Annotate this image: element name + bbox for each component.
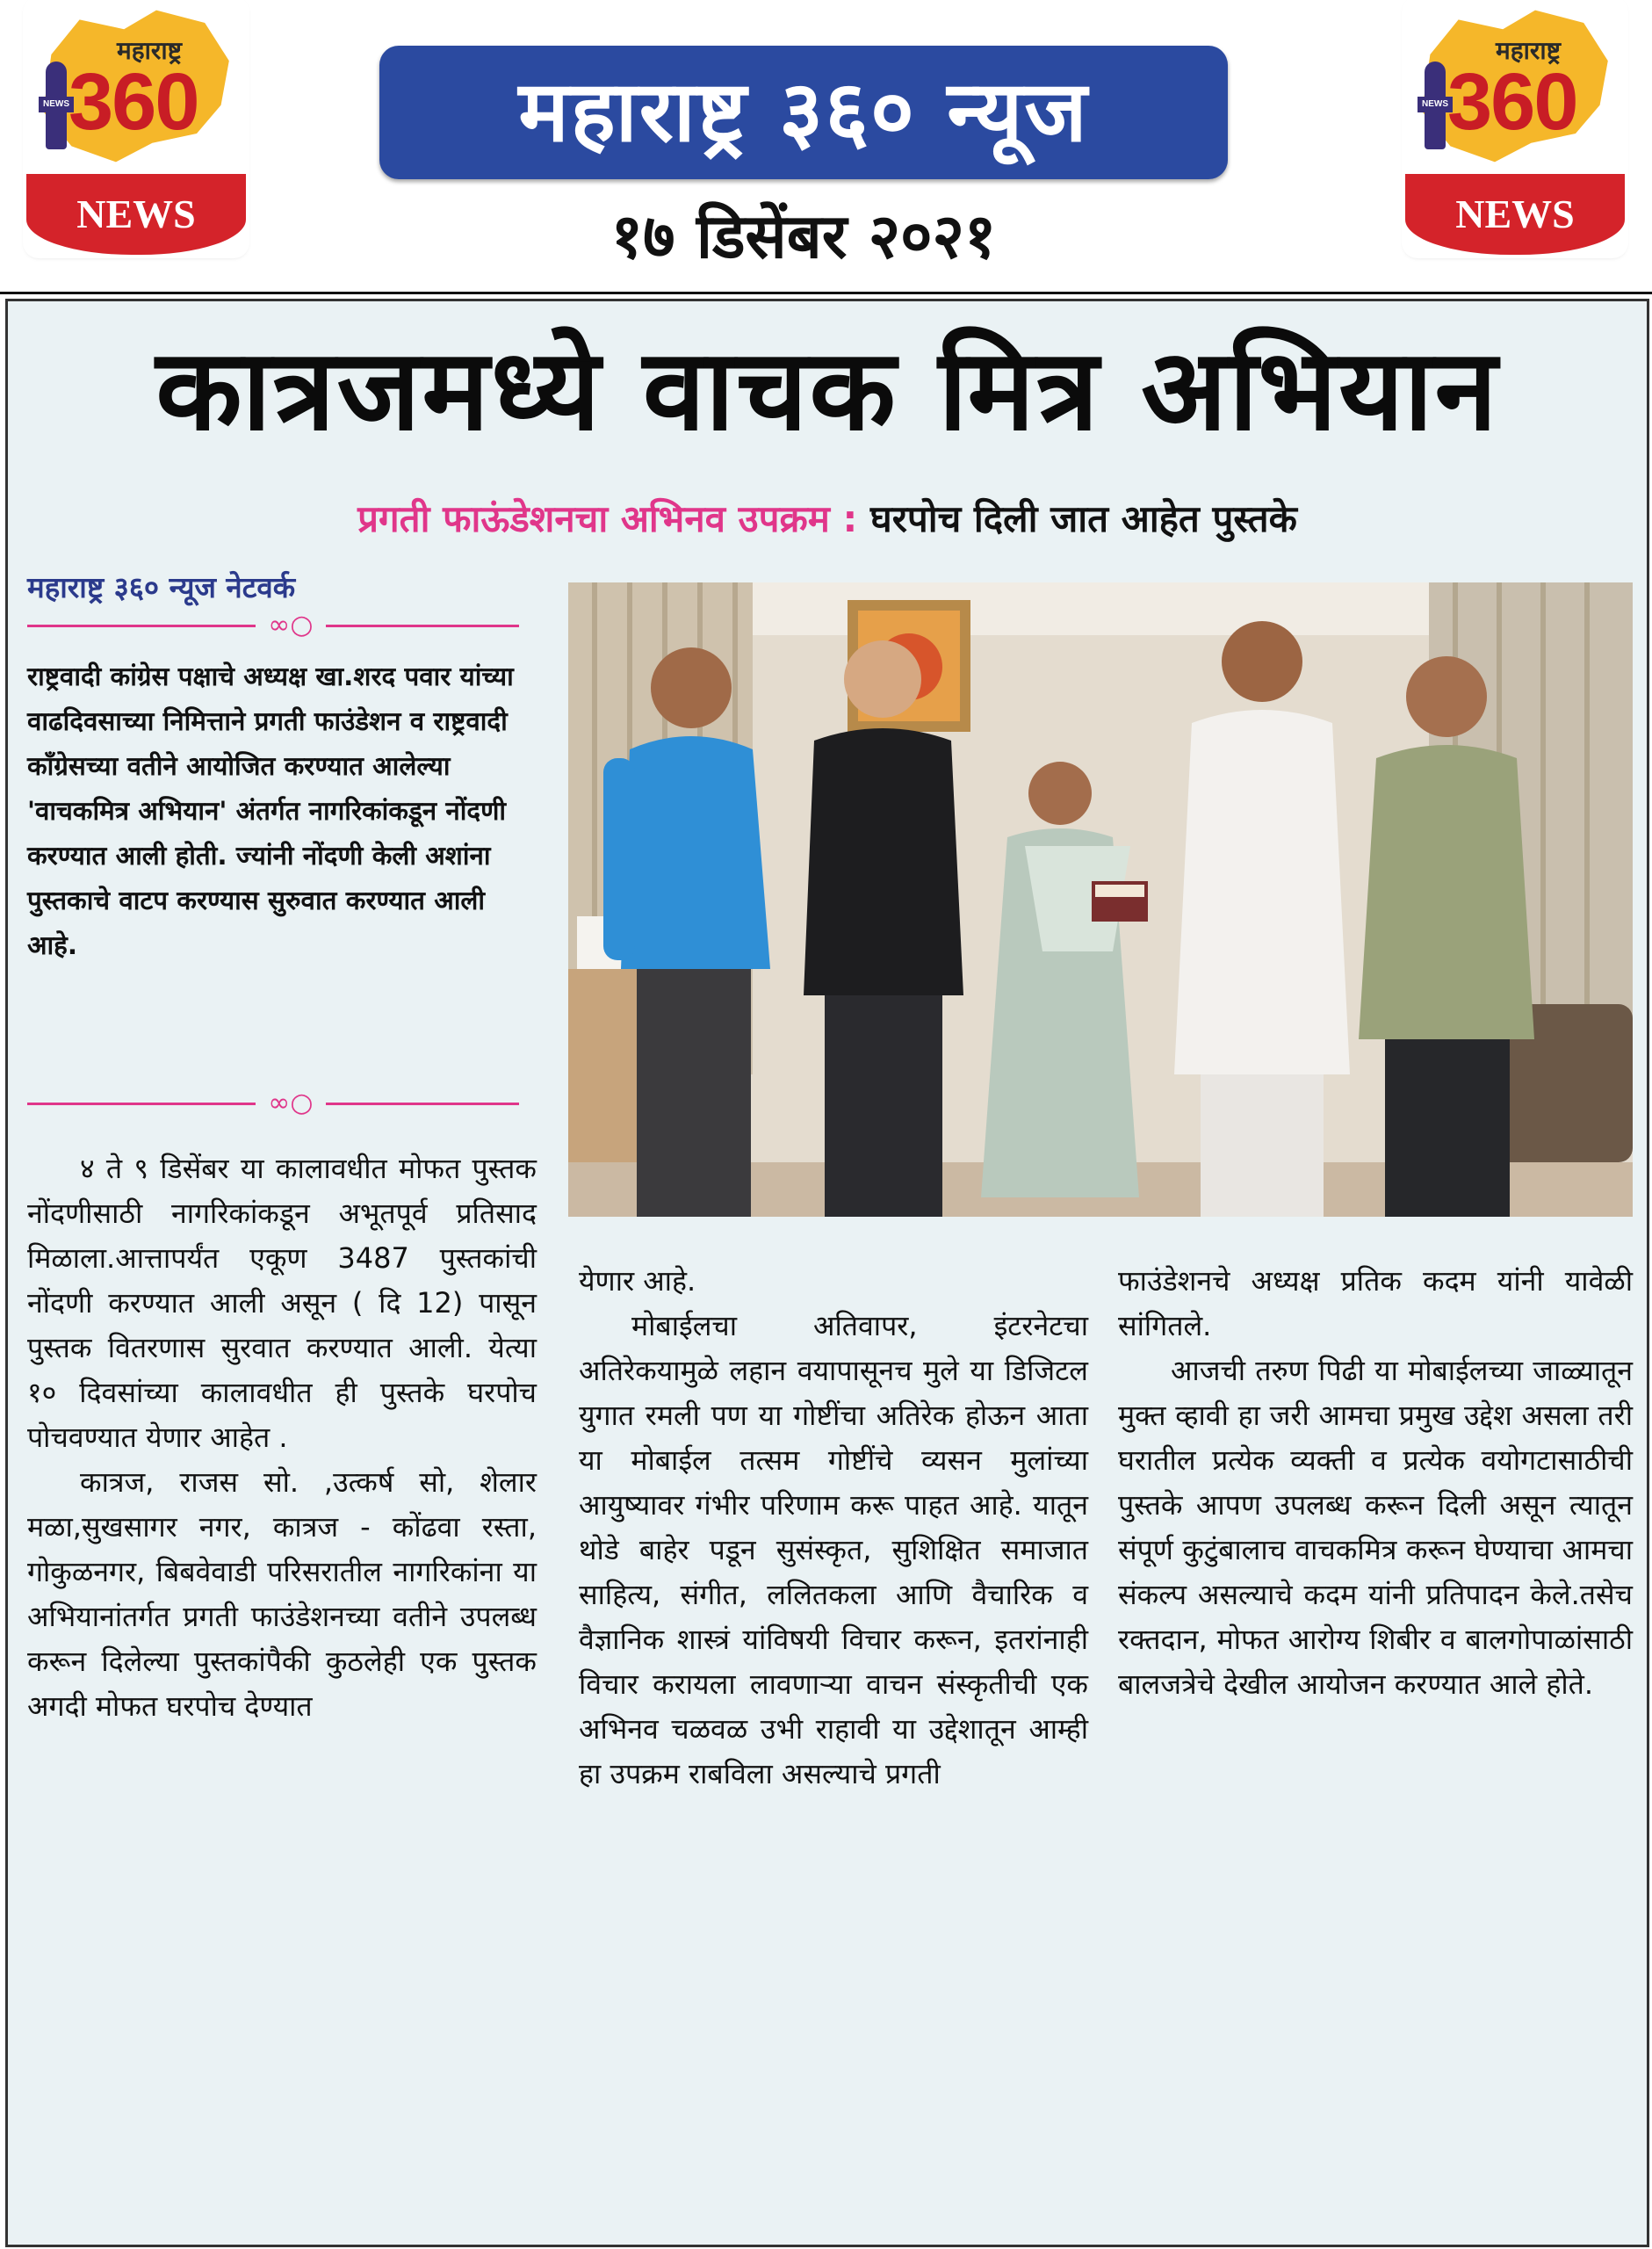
logo-number: 360 [1447, 57, 1577, 147]
maharashtra-360-news-logo-right [1405, 0, 1625, 255]
subhead-tail: घरपोच दिली जात आहेत पुस्तके [869, 497, 1297, 540]
logo-news-label: NEWS [1405, 174, 1625, 255]
paragraph: कात्रज, राजस सो. ,उत्कर्ष सो, शेलार मळा,सुखसागर नगर, कात्रज - कोंढवा रस्ता, गोकुळनगर, बिबवेवाडी परिसरातील नागरिकांना या अभियानांतर्गत प्रगती फाउंडेशनच्या वतीने उपलब्ध करून दिलेल्या पुस्तकांपैकी कुठलेही एक पुस्तक अगदी मोफत घरपोच देण्यात [27, 1465, 537, 1723]
paragraph: आजची तरुण पिढी या मोबाईलच्या जाळ्यातून मुक्त व्हावी हा जरी आमचा प्रमुख उद्देश असला तरी घरातील प्रत्येक व्यक्ती व प्रत्येक वयोगटासाठीची पुस्तके आपण उपलब्ध करून दिली असून त्यातून संपूर्ण कुटुंबालाच वाचकमित्र करून घेण्याचा आमचा संकल्प असल्याचे कदम यांनी प्रतिपादन केले.तसेच रक्तदान, मोफत आरोग्य शिबीर व बालगोपाळांसाठी बालजत्रेचे देखील आयोजन करण्यात आले होते. [1118, 1354, 1633, 1701]
byline: महाराष्ट्र ३६० न्यूज नेटवर्क [27, 570, 296, 604]
logo-mic-tag: NEWS [1418, 97, 1453, 112]
newspaper-title: महाराष्ट्र ३६० न्यूज [379, 46, 1228, 179]
body-column-1 [27, 1146, 537, 1729]
paragraph: ४ ते ९ डिसेंबर या कालावधीत मोफत पुस्तक नोंदणीसाठी नागरिकांकडून अभूतपूर्व प्रतिसाद मिळाला.आत्तापर्यंत एकूण 3487 पुस्तकांची नोंदणी करण्यात आली असून ( दि 12) पासून पुस्तक वितरणास सुरवात करण्यात आली. येत्या १० दिवसांच्या कालावधीत ही पुस्तके घरपोच पोचवण्यात येणार आहेत . [27, 1152, 537, 1454]
maharashtra-360-news-logo-left [26, 0, 246, 255]
masthead-divider [0, 292, 1652, 294]
logo-news-label: NEWS [26, 174, 246, 255]
scroll-ornament-icon: ∞○ [268, 610, 314, 640]
paragraph: फाउंडेशनचे अध्यक्ष प्रतिक कदम यांनी यावेळी सांगितले. [1118, 1264, 1633, 1342]
article-subheadline [8, 493, 1647, 543]
article [5, 299, 1649, 2247]
ornament-divider [27, 612, 519, 639]
logo-mic-tag: NEWS [39, 97, 74, 112]
publication-date: १७ डिसेंबर २०२१ [610, 200, 997, 272]
article-headline: कात्रजमध्ये वाचक मित्र अभियान [155, 325, 1499, 456]
intro-paragraph: राष्ट्रवादी कांग्रेस पक्षाचे अध्यक्ष खा.शरद पवार यांच्या वाढदिवसाच्या निमित्ताने प्रगती फाउंडेशन व राष्ट्रवादी काँग्रेसच्या वतीने आयोजित करण्यात आलेल्या 'वाचकमित्र अभियान' अंतर्गत नागरिकांकडून नोंदणी करण्यात आली होती. ज्यांनी नोंदणी केली अशांना पुस्तकाचे वाटप करण्यास सुरुवात करण्यात आली आहे. [27, 662, 514, 960]
ornament-divider [27, 1090, 519, 1117]
masthead [0, 0, 1652, 290]
paragraph: येणार आहे. [579, 1264, 696, 1298]
subhead-lead: प्रगती फाऊंडेशनचा अभिनव उपक्रम : [357, 497, 858, 540]
scroll-ornament-icon: ∞○ [268, 1088, 314, 1118]
group-photo-illustration [568, 582, 1633, 1217]
body-column-2 [579, 1259, 1088, 1797]
logo-state-name: महाराष्ट्र [1496, 36, 1561, 65]
paragraph: मोबाईलचा अतिवापर, इंटरनेटचा अतिरेकयामुळे लहान वयापासूनच मुले या डिजिटल युगात रमली पण या गोष्टींचा अतिरेक होऊन आता या मोबाईल तत्सम गोष्टींचे व्यसन मुलांच्या आयुष्यावर गंभीर परिणाम करू पाहत आहे. यातून थोडे बाहेर पडून सुसंस्कृत, सुशिक्षित समाजात साहित्य, संगीत, ललितकला आणि वैचारिक व वैज्ञानिक शास्त्रं यांविषयी विचार करून, इतरांनाही विचार करायला लावणाऱ्या वाचन संस्कृतीची एक अभिनव चळवळ उभी राहावी या उद्देशातून आम्ही हा उपक्रम राबविला असल्याचे प्रगती [579, 1309, 1088, 1790]
article-photo [568, 582, 1633, 1217]
body-column-3 [1118, 1259, 1633, 1707]
logo-number: 360 [69, 57, 198, 147]
logo-state-name: महाराष्ट्र [117, 36, 182, 65]
